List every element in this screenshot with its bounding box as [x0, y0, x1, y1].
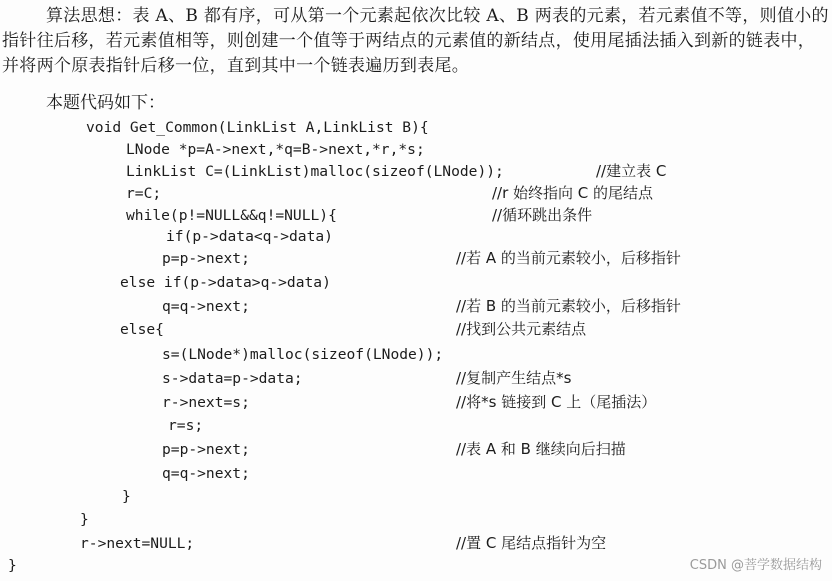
- code-line-16: }: [122, 488, 131, 505]
- comment-a-smaller: //若 A 的当前元素较小，后移指针: [456, 249, 681, 267]
- code-line-18: r->next=NULL;: [80, 535, 195, 552]
- code-line-12: r->next=s;: [162, 394, 250, 411]
- code-line-17: }: [80, 511, 89, 528]
- comment-continue-scan: //表 A 和 B 继续向后扫描: [456, 440, 626, 458]
- code-line-7: else if(p->data>q->data): [120, 274, 331, 291]
- code-line-19: }: [8, 557, 17, 574]
- comment-null-tail: //置 C 尾结点指针为空: [456, 534, 607, 552]
- code-line-3: r=C;: [126, 185, 162, 202]
- code-heading: 本题代码如下：: [46, 93, 165, 113]
- code-line-1: LNode *p=A->next,*q=B->next,*r,*s;: [126, 141, 425, 158]
- algorithm-description-text: 算法思想：表 A、B 都有序，可从第一个元素起依次比较 A、B 两表的元素，若元素值不等，则值小的指针往后移，若元素值相等，则创建一个值等于两结点的元素值的新结点，使用尾插法插入到新的链表中，并将两个原表指针后移一位，直到其中一个链表遍历到表尾。: [2, 6, 829, 76]
- code-line-8: q=q->next;: [162, 298, 250, 315]
- code-line-15: q=q->next;: [162, 465, 250, 482]
- algorithm-description: [2, 4, 830, 79]
- code-line-14: p=p->next;: [162, 441, 250, 458]
- code-line-5: if(p->data<q->data): [166, 228, 333, 245]
- comment-tail-insert: //将*s 链接到 C 上（尾插法）: [456, 393, 657, 411]
- code-line-13: r=s;: [168, 417, 204, 434]
- comment-common-found: //找到公共元素结点: [456, 320, 587, 338]
- code-line-4: while(p!=NULL&&q!=NULL){: [126, 207, 337, 224]
- code-line-6: p=p->next;: [162, 250, 250, 267]
- code-line-2: LinkList C=(LinkList)malloc(sizeof(LNode));: [126, 163, 504, 180]
- comment-loop-exit: //循环跳出条件: [492, 206, 593, 224]
- code-line-10: s=(LNode*)malloc(sizeof(LNode));: [162, 346, 444, 363]
- code-line-0: void Get_Common(LinkList A,LinkList B){: [86, 119, 429, 136]
- comment-copy-node: //复制产生结点*s: [456, 369, 572, 387]
- comment-tail-pointer: //r 始终指向 C 的尾结点: [492, 184, 654, 202]
- watermark: CSDN @菩学数据结构: [689, 558, 822, 573]
- code-line-11: s->data=p->data;: [162, 370, 303, 387]
- code-line-9: else{: [120, 321, 164, 338]
- comment-create-list: //建立表 C: [596, 162, 667, 180]
- comment-b-smaller: //若 B 的当前元素较小，后移指针: [456, 297, 681, 315]
